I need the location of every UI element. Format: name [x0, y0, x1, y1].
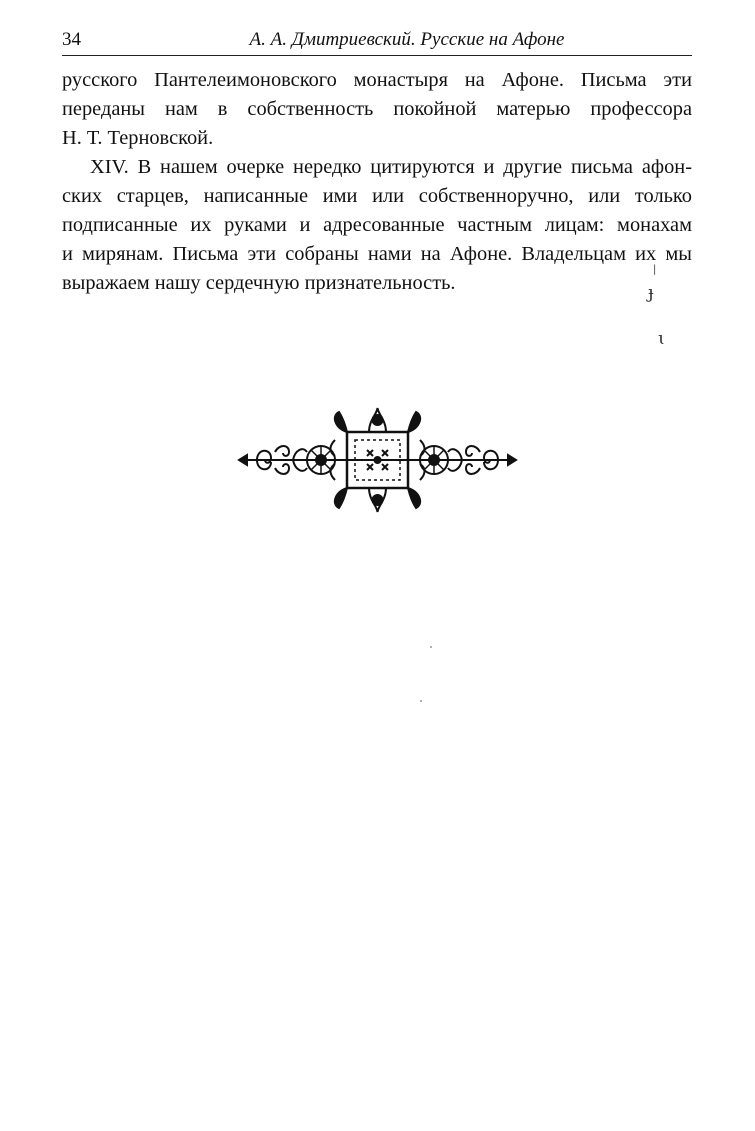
margin-tick: | — [653, 264, 657, 275]
body-text — [62, 66, 692, 298]
page-number: 34 — [62, 29, 81, 50]
text-line: и мирянам. Письма эти собраны нами на Афоне. Владельцам их мы — [62, 243, 692, 265]
margin-mark: ɩ — [658, 328, 666, 349]
header-rule — [62, 55, 692, 56]
decorative-ornament-icon — [235, 400, 520, 520]
margin-mark: ɟ — [648, 282, 654, 303]
text-line: переданы нам в собственность покойной матерью профессора — [62, 98, 692, 120]
text-line: выражаем нашу сердечную признательность. — [62, 272, 456, 294]
running-head — [62, 28, 692, 54]
paragraph-2 — [62, 153, 692, 298]
running-title: А. А. Дмитриевский. Русские на Афоне — [249, 29, 565, 50]
text-line: подписанные их руками и адресованные частным лицам: монахам — [62, 214, 692, 236]
text-line: Н. Т. Терновской. — [62, 127, 214, 149]
text-line: русского Пантелеимоновского монастыря на Афоне. Письма эти — [62, 69, 692, 91]
scan-speck — [430, 646, 432, 648]
text-line: XIV. В нашем очерке нередко цитируются и другие письма афон- — [90, 156, 692, 178]
paragraph-1 — [62, 66, 692, 153]
scan-speck — [420, 700, 422, 702]
text-line: ских старцев, написанные ими или собственноручно, или только — [62, 185, 692, 207]
